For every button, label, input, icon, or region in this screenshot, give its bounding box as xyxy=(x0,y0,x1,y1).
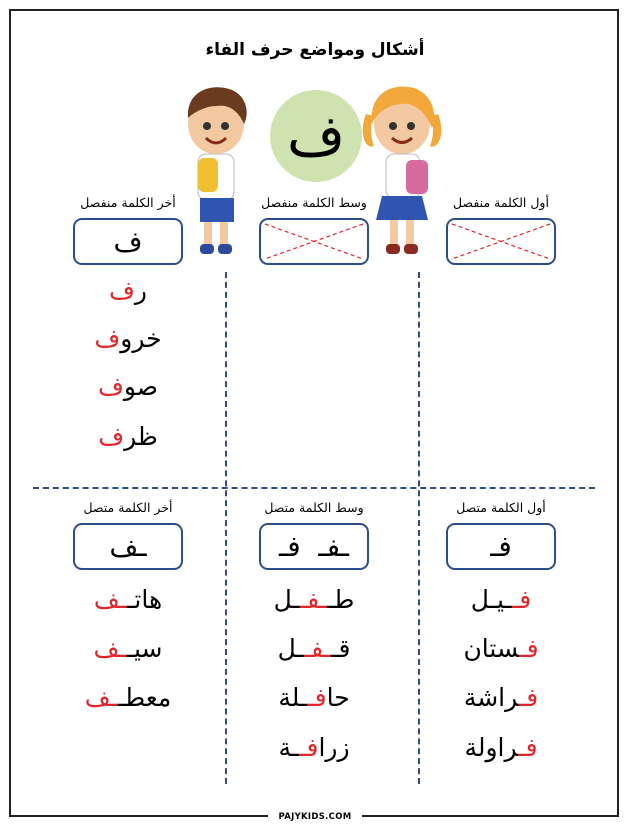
box-connected-end xyxy=(73,523,183,570)
word-connected-start-1: فــيـل xyxy=(470,585,532,614)
box-separated-middle-empty xyxy=(259,218,369,265)
word-separated-end-2: خروف xyxy=(94,324,162,353)
word-separated-end-1: رف xyxy=(109,276,147,305)
page-title: أشكال ومواضع حرف الفاء xyxy=(205,40,425,60)
label-connected-middle: وسط الكلمة متصل xyxy=(264,500,364,515)
word-connected-end-2: سيــف xyxy=(93,634,163,663)
form-separated-end: ف xyxy=(113,225,143,258)
site-footer: PAJYKIDS.COM xyxy=(268,812,362,824)
main-letter-badge: ف xyxy=(270,90,362,182)
form-connected-end: ـف xyxy=(109,530,147,563)
word-separated-end-4: ظرف xyxy=(98,422,158,451)
word-connected-middle-2: قــفــل xyxy=(277,634,351,663)
box-connected-middle xyxy=(259,523,369,570)
word-connected-middle-1: طــفــل xyxy=(273,585,355,614)
column-divider-left xyxy=(225,272,227,784)
box-connected-start xyxy=(446,523,556,570)
box-separated-end xyxy=(73,218,183,265)
label-connected-end: أخر الكلمة متصل xyxy=(83,500,173,515)
row-divider xyxy=(33,487,595,489)
word-connected-end-3: معطــف xyxy=(84,683,172,712)
boy-illustration xyxy=(180,84,252,262)
label-separated-middle: وسط الكلمة منفصل xyxy=(261,195,367,210)
box-separated-start-empty xyxy=(446,218,556,265)
word-connected-end-1: هاتــف xyxy=(93,585,163,614)
word-separated-end-3: صوف xyxy=(97,372,159,401)
label-separated-end: أخر الكلمة منفصل xyxy=(80,195,176,210)
cross-mark-icon xyxy=(448,220,554,263)
label-separated-start: أول الكلمة منفصل xyxy=(453,195,549,210)
label-connected-start: أول الكلمة متصل xyxy=(456,500,546,515)
word-connected-start-3: فـراشة xyxy=(463,683,539,712)
cross-mark-icon xyxy=(261,220,367,263)
form-connected-start: فـ xyxy=(490,530,512,563)
form-connected-middle: ـفـ فـ xyxy=(279,530,349,563)
column-divider-right xyxy=(418,272,420,784)
word-connected-start-2: فـستان xyxy=(463,634,539,663)
word-connected-middle-4: زرافــة xyxy=(278,733,350,762)
girl-illustration xyxy=(362,84,442,262)
word-connected-middle-3: حافــلة xyxy=(278,683,350,712)
word-connected-start-4: فـراولة xyxy=(464,733,538,762)
